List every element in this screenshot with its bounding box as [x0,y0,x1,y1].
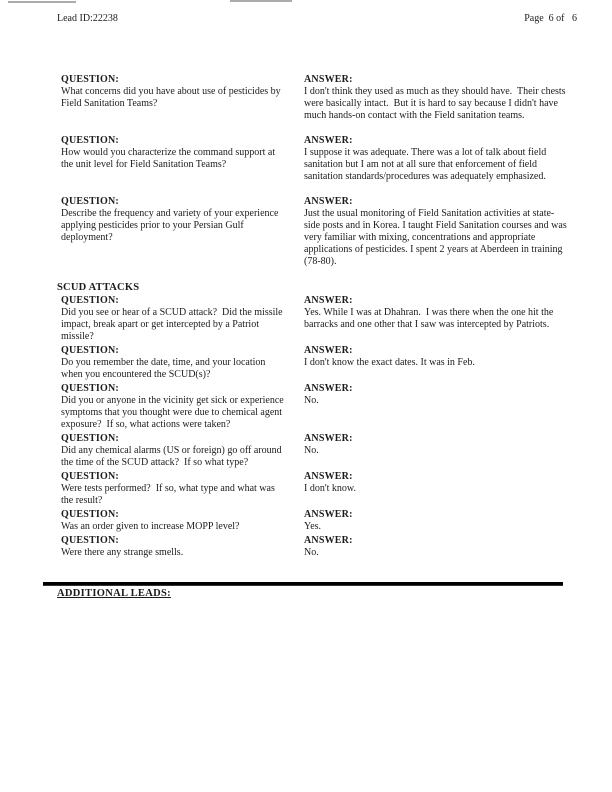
question-text: How would you characterize the command support at the unit level for Field Sanitation Teams? [61,147,278,170]
question-text: Was an order given to increase MOPP level? [61,521,240,532]
question-text: Describe the frequency and variety of your experience applying pesticides prior to your Persian Gulf deployment? [61,208,281,243]
question-cell [57,135,300,183]
qa-block [57,509,571,533]
answer-label: ANSWER: [304,471,353,482]
qa-block [57,383,571,431]
question-cell [57,383,300,431]
question-label: QUESTION: [61,383,119,394]
section-title: SCUD ATTACKS [57,282,140,293]
answer-cell [300,345,571,381]
qa-list [57,74,571,268]
question-text: Were tests performed? If so, what type and what was the result? [61,483,278,506]
lead-id-label: Lead ID:22238 [57,13,118,24]
answer-cell [300,509,571,533]
page-header [57,13,577,25]
question-cell [57,433,300,469]
question-text: Did you see or hear of a SCUD attack? Did the missile impact, break apart or get intercepted by a Patriot missile? [61,307,286,342]
answer-cell [300,433,571,469]
answer-label: ANSWER: [304,433,353,444]
question-text: Did any chemical alarms (US or foreign) go off around the time of the SCUD attack? If so what type? [61,445,285,468]
qa-list [57,295,571,559]
answer-label: ANSWER: [304,535,353,546]
question-label: QUESTION: [61,535,119,546]
answer-text: Yes. [304,521,322,532]
question-text: Did you or anyone in the vicinity get sick or experience symptoms that you thought were due to chemical agent exposure? If so, what actions were taken? [61,395,287,430]
qa-block [57,345,571,381]
question-cell [57,509,300,533]
qa-block [57,135,571,183]
qa-content [57,74,571,561]
answer-cell [300,74,571,122]
question-cell [57,471,300,507]
answer-cell [300,383,571,431]
qa-section [57,74,571,268]
answer-label: ANSWER: [304,135,353,146]
scan-artifact [8,1,76,3]
answer-text: No. [304,445,319,456]
qa-block [57,196,571,268]
qa-block [57,295,571,343]
answer-label: ANSWER: [304,383,353,394]
question-label: QUESTION: [61,433,119,444]
answer-text: I don't think they used as much as they should have. Their chests were basically intact. But it is hard to say because I didn't have much hands-on contact with the Field sanitation teams. [304,86,569,121]
question-label: QUESTION: [61,471,119,482]
question-cell [57,74,300,122]
answer-label: ANSWER: [304,509,353,520]
answer-text: No. [304,395,319,406]
answer-cell [300,471,571,507]
answer-cell [300,196,571,268]
answer-cell [300,535,571,559]
section-divider-rule [43,582,563,586]
answer-text: I don't know the exact dates. It was in Feb. [304,357,475,368]
question-label: QUESTION: [61,345,119,356]
question-text: What concerns did you have about use of pesticides by Field Sanitation Teams? [61,86,284,109]
answer-label: ANSWER: [304,196,353,207]
question-label: QUESTION: [61,196,119,207]
question-label: QUESTION: [61,135,119,146]
answer-text: I don't know. [304,483,356,494]
question-cell [57,345,300,381]
question-text: Do you remember the date, time, and your location when you encountered the SCUD(s)? [61,357,268,380]
qa-block [57,433,571,469]
answer-cell [300,135,571,183]
answer-text: I suppose it was adequate. There was a lot of talk about field sanitation but I am not at all sure that enforcement of field sanitation standards/procedures was adequately emphasized. [304,147,549,182]
answer-label: ANSWER: [304,74,353,85]
answer-label: ANSWER: [304,345,353,356]
question-label: QUESTION: [61,295,119,306]
scan-artifact [230,0,292,2]
qa-block [57,535,571,559]
qa-block [57,471,571,507]
question-cell [57,295,300,343]
additional-leads-heading: ADDITIONAL LEADS: [57,588,171,599]
page-number-label: Page 6 of 6 [524,13,577,24]
qa-block [57,74,571,122]
question-label: QUESTION: [61,509,119,520]
answer-text: Just the usual monitoring of Field Sanitation activities at state-side posts and in Korea. I taught Field Sanitation courses and was very familiar with mixing, concentrations and appropriate applications of pesticides. I spent 2 years at Aberdeen in training (78-80). [304,208,570,267]
answer-cell [300,295,571,343]
answer-text: Yes. While I was at Dhahran. I was there when the one hit the barracks and one other that I saw was intercepted by Patriots. [304,307,556,330]
question-text: Were there any strange smells. [61,547,184,558]
question-cell [57,196,300,268]
qa-section [57,281,571,559]
answer-text: No. [304,547,319,558]
question-cell [57,535,300,559]
question-label: QUESTION: [61,74,119,85]
answer-label: ANSWER: [304,295,353,306]
